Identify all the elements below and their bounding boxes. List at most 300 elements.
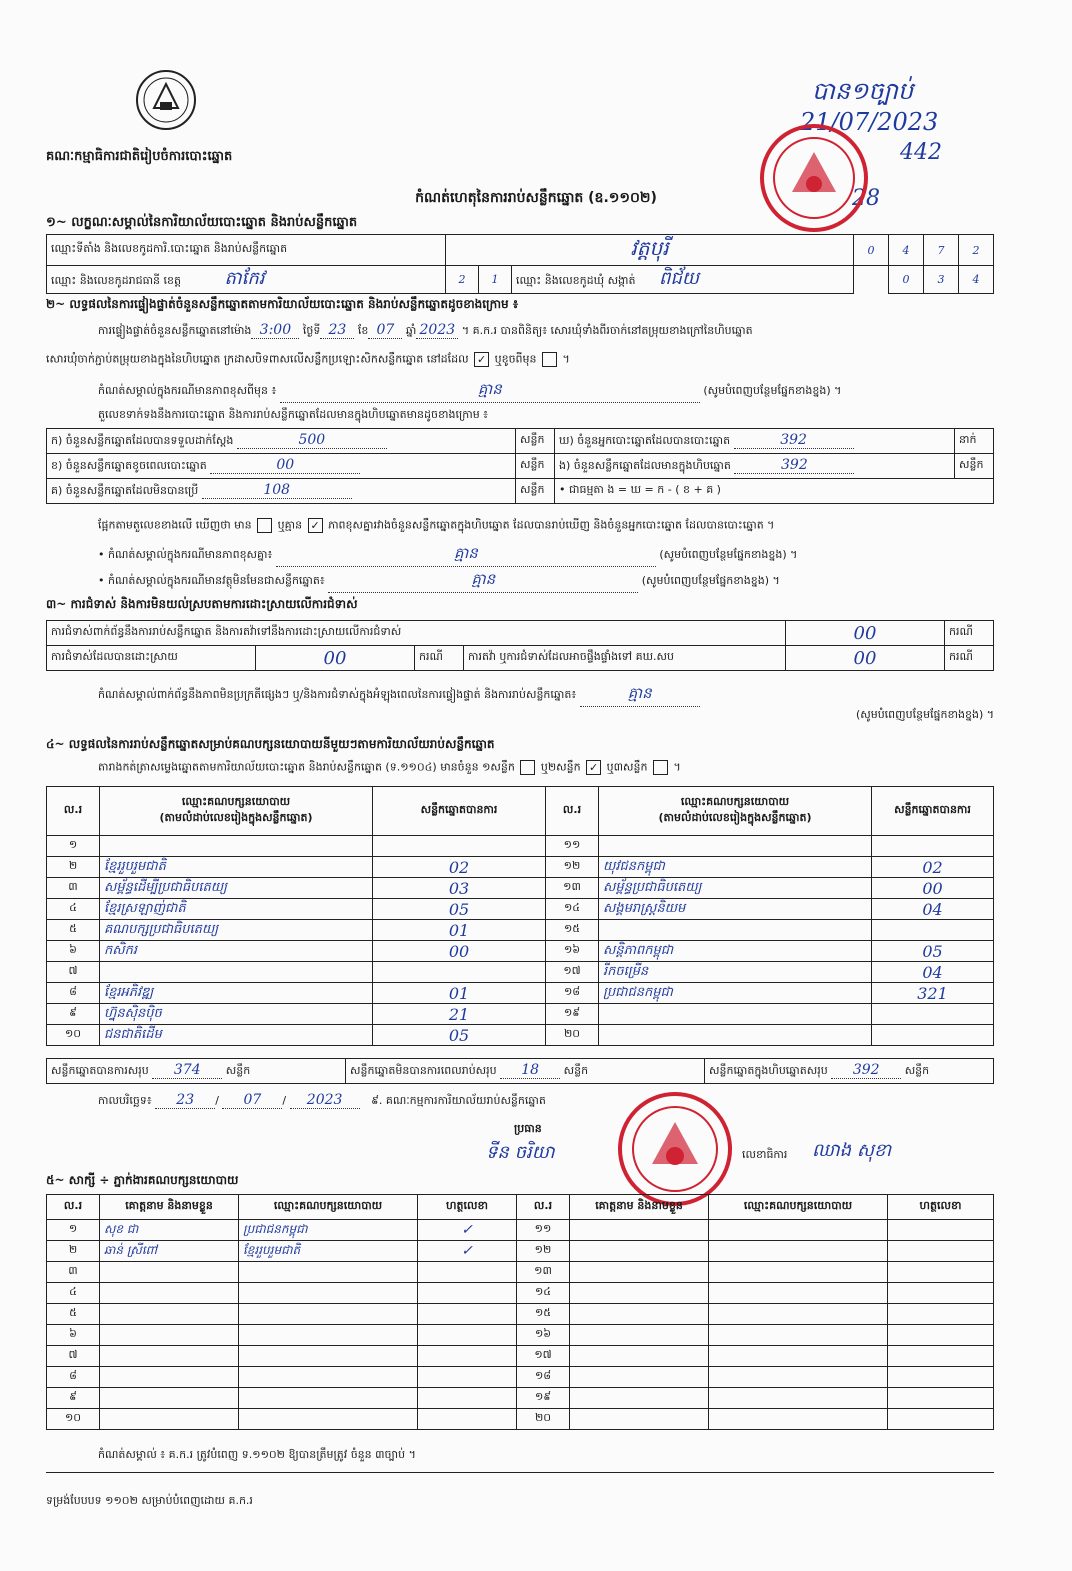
- sign-day: 23: [155, 1092, 215, 1109]
- secretary-signature: ឈាង សុខា: [812, 1140, 892, 1161]
- party-name: ប្រជាជនកម្ពុជា: [599, 983, 872, 1004]
- empty-cell: [709, 1262, 888, 1283]
- unused-label: គ) ចំនួនសន្លឹកឆ្នោតដែលមិនបានប្រើ: [51, 484, 199, 497]
- row-number: ២: [47, 857, 100, 878]
- witness-signature: ✓: [418, 1241, 517, 1262]
- resolved-value: 00: [256, 646, 415, 671]
- unit-label: សន្លឹក: [516, 429, 555, 454]
- voters-value: 392: [734, 432, 854, 449]
- section3-heading: ៣~ ការជំទាស់ និងការមិនយល់ស្របតាមការដោះស្រាយលើការជំទាស់: [46, 597, 358, 611]
- col-party-sub: (តាមលំដាប់លេខរៀងក្នុងសន្លឹកឆ្នោត): [658, 811, 812, 824]
- party-votes: 01: [373, 920, 546, 941]
- handwritten-received: បាន១ច្បាប់: [812, 77, 914, 105]
- witness-signature: [418, 1325, 517, 1346]
- witness-party: [239, 1325, 418, 1346]
- row-number: ១៦: [517, 1325, 570, 1346]
- irregularity-line: [98, 684, 998, 707]
- row-number: ១៩: [546, 1004, 599, 1025]
- witness-name: [100, 1283, 239, 1304]
- section4-heading: ៤~ លទ្ធផលនៃការរាប់សន្លឹកឆ្នោតសម្រាប់គណបក្សនយោបាយនីមួយៗតាមការិយាល័យរាប់សន្លឹកឆ្នោត: [46, 737, 495, 751]
- table-row: [47, 899, 994, 920]
- empty-cell: [709, 1409, 888, 1430]
- table-row: [47, 983, 994, 1004]
- verify-time: 3:00: [251, 322, 299, 339]
- witness-name: [100, 1304, 239, 1325]
- row-number: ៦: [47, 941, 100, 962]
- row-number: ១៧: [546, 962, 599, 983]
- witness-signature: [418, 1262, 517, 1283]
- col-sign: ហត្ថលេខា: [888, 1195, 994, 1220]
- irregularity-value: គ្មាន: [580, 684, 700, 707]
- secretary-label: លេខាធិការ: [742, 1148, 788, 1161]
- table-row: [47, 941, 994, 962]
- witness-name: [100, 1388, 239, 1409]
- party-votes: [373, 836, 546, 857]
- counts-table: [46, 428, 994, 504]
- province-value: តាកែវ: [224, 268, 265, 289]
- party-name: ខ្មែររួបរួមជាតិ: [100, 857, 373, 878]
- province-code-digit: 2: [446, 266, 479, 294]
- witness-signature: [418, 1283, 517, 1304]
- witness-party: [239, 1304, 418, 1325]
- table-row: [47, 1346, 994, 1367]
- unused-value: 108: [202, 482, 352, 499]
- compare-text: ឬគ្មាន: [277, 518, 303, 532]
- party-name: សម្ព័ន្ធដើម្បីប្រជាធិបតេយ្យ: [100, 878, 373, 899]
- invalid-total-label: សន្លឹកឆ្នោតមិនបានការពេលរាប់សរុប: [350, 1064, 497, 1077]
- seal-damaged-checkbox[interactable]: [542, 352, 557, 367]
- official-stamp-icon: [758, 122, 870, 234]
- party-votes: [373, 962, 546, 983]
- handwritten-number: 442: [900, 140, 942, 165]
- commune-code-digit: 0: [889, 266, 924, 294]
- invalid-total-value: 18: [500, 1062, 560, 1079]
- empty-cell: [709, 1283, 888, 1304]
- difference-yes-checkbox[interactable]: [257, 518, 272, 533]
- table-row: [47, 1283, 994, 1304]
- col-sign: ហត្ថលេខា: [418, 1195, 517, 1220]
- handwritten-page: 28: [852, 186, 880, 211]
- committee-stamp-icon: [616, 1090, 734, 1208]
- empty-cell: [570, 1241, 709, 1262]
- sign-month: 07: [222, 1092, 282, 1109]
- note1-value: គ្មាន: [280, 380, 700, 403]
- party-name: ខ្មែរស្រឡាញ់ជាតិ: [100, 899, 373, 920]
- party-votes: 00: [872, 878, 994, 899]
- empty-cell: [888, 1262, 994, 1283]
- intro-text: ថ្ងៃទី: [302, 324, 321, 337]
- row-number: ១២: [517, 1241, 570, 1262]
- party-votes: 05: [373, 1025, 546, 1046]
- fill-hint: (សូមបំពេញបន្ថែមផ្នែកខាងខ្នង) ។: [641, 574, 780, 587]
- row-number: ៧: [47, 962, 100, 983]
- location-code-digit: 4: [889, 235, 924, 266]
- witness-party: ខ្មែររួបរួមជាតិ: [239, 1241, 418, 1262]
- table-row: [47, 1220, 994, 1241]
- empty-cell: [570, 1262, 709, 1283]
- section5-heading: ៥~ សាក្សី ÷ ភ្នាក់ងារគណបក្សនយោបាយ: [46, 1173, 239, 1187]
- row-number: ៧: [47, 1346, 100, 1367]
- col-party-sub: (តាមលំដាប់លេខរៀងក្នុងសន្លឹកឆ្នោត): [159, 811, 313, 824]
- empty-cell: [888, 1367, 994, 1388]
- verify-year: 2023: [416, 322, 458, 339]
- witness-signature: [418, 1304, 517, 1325]
- empty-cell: [709, 1241, 888, 1262]
- row-number: ៥: [47, 920, 100, 941]
- row-number: ១៣: [546, 878, 599, 899]
- totals-table: [46, 1058, 994, 1084]
- unit-label: សន្លឹក: [955, 454, 994, 479]
- spoiled-value: 00: [210, 457, 360, 474]
- party-name: [599, 1025, 872, 1046]
- witness-party: [239, 1367, 418, 1388]
- row-number: ១: [47, 1220, 100, 1241]
- note3-value: គ្មាន: [328, 570, 638, 593]
- empty-cell: [570, 1220, 709, 1241]
- row-number: ៩: [47, 1004, 100, 1025]
- party-votes: 04: [872, 899, 994, 920]
- party-votes: 01: [373, 983, 546, 1004]
- party-name: [599, 920, 872, 941]
- row-number: ១៤: [517, 1283, 570, 1304]
- intro-text: សោរឃុំចាក់ភ្ជាប់តម្រុយខាងក្នុងនៃហិបឆ្នោត ក្រដាសបិទពាសលើសន្លឹកប្រឡោះសិកសន្លឹកឆ្នោត នៅដដែល: [46, 352, 469, 366]
- table-row: [47, 1025, 994, 1046]
- party-votes: 321: [872, 983, 994, 1004]
- seal-line: សោរឃុំចាក់ភ្ជាប់តម្រុយខាងក្នុងនៃហិបឆ្នោត ក្រដាសបិទពាសលើសន្លឹកប្រឡោះសិកសន្លឹកឆ្នោត នៅដដែល ✓ ឬខូចពីមុន ។: [46, 352, 570, 366]
- party-votes: 04: [872, 962, 994, 983]
- witness-signature: [418, 1367, 517, 1388]
- row-number: ២០: [517, 1409, 570, 1430]
- empty-cell: [888, 1241, 994, 1262]
- nec-emblem-icon: [134, 68, 198, 132]
- row-number: ៤: [47, 899, 100, 920]
- voters-label: ឃ) ចំនួនអ្នកបោះឆ្នោតដែលបានបោះឆ្នោត: [559, 434, 731, 447]
- tally-text: ឬ២សន្លឹក: [540, 760, 581, 774]
- witness-party: [239, 1262, 418, 1283]
- intro-text: ឬខូចពីមុន: [494, 352, 537, 366]
- party-name: [100, 962, 373, 983]
- note1-label: កំណត់សម្គាល់ក្នុងករណីមានភាពខុសពីមុន ៖: [98, 384, 277, 397]
- form-footer: ទម្រង់បែបបទ ១១០២ សម្រាប់បំពេញដោយ គ.ក.រ: [46, 1494, 253, 1507]
- row-number: ១៣: [517, 1262, 570, 1283]
- party-name: សន្តិភាពកម្ពុជា: [599, 941, 872, 962]
- table-row: [47, 857, 994, 878]
- sign-year: 2023: [290, 1092, 360, 1109]
- col-no: ល.រ: [517, 1195, 570, 1220]
- row-number: ៣: [47, 878, 100, 899]
- table-row: [47, 1409, 994, 1430]
- witness-name: [100, 1409, 239, 1430]
- commune-code-digit: 4: [959, 266, 994, 294]
- party-name: [599, 1004, 872, 1025]
- row-number: ១៤: [546, 899, 599, 920]
- empty-cell: [709, 1388, 888, 1409]
- numbers-intro: តួលេខទាក់ទងនឹងការបោះឆ្នោត និងការរាប់សន្លឹកឆ្នោតដែលមានក្នុងហិបឆ្នោតមានដូចខាងក្រោម ៖: [98, 408, 489, 421]
- seal-intact-checkbox[interactable]: ✓: [474, 352, 489, 367]
- empty-cell: [888, 1409, 994, 1430]
- date-label: កាលបរិច្ឆេទ៖: [98, 1094, 152, 1107]
- col-name: គោត្តនាម និងនាមខ្លួន: [100, 1195, 239, 1220]
- party-name: [599, 836, 872, 857]
- party-name: រីកចម្រើន: [599, 962, 872, 983]
- row-number: ១៨: [546, 983, 599, 1004]
- row-number: ១: [47, 836, 100, 857]
- row-number: ១២: [546, 857, 599, 878]
- witness-signature: ✓: [418, 1220, 517, 1241]
- case-label: ករណី: [945, 621, 994, 646]
- col-name: គោត្តនាម និងនាមខ្លួន: [570, 1195, 709, 1220]
- intro-text: ការផ្ទៀងផ្ទាត់ចំនួនសន្លឹកឆ្នោតនៅម៉ោង: [98, 324, 252, 337]
- witness-signature: [418, 1388, 517, 1409]
- irregularity-label: កំណត់សម្គាល់ពាក់ព័ន្ធនឹងភាពមិនប្រក្រតីផ្សេងៗ ឬ/និងការជំទាស់ក្នុងអំឡុងពេលនៃការផ្ទៀងផ្ទាត់ និងការរាប់សន្លឹកឆ្នោត៖: [98, 688, 577, 701]
- verification-line: [98, 322, 998, 340]
- empty-cell: [570, 1325, 709, 1346]
- table-row: [47, 1262, 994, 1283]
- row-number: ៦: [47, 1325, 100, 1346]
- table-row: [47, 962, 994, 983]
- empty-cell: [570, 1304, 709, 1325]
- in-box-label: ង) ចំនួនសន្លឹកឆ្នោតដែលមានក្នុងហិបឆ្នោត: [559, 459, 731, 472]
- witness-name: [100, 1346, 239, 1367]
- location-label: ឈ្មោះទីតាំង និងលេខកូដការិ.បោះឆ្នោត និងរាប់សន្លឹកឆ្នោត: [47, 235, 446, 266]
- empty-cell: [709, 1346, 888, 1367]
- party-votes: [872, 1004, 994, 1025]
- col-no: ល.រ: [47, 787, 100, 836]
- empty-cell: [570, 1367, 709, 1388]
- witness-party: [239, 1409, 418, 1430]
- party-results-table: [46, 786, 994, 1046]
- received-label: ក) ចំនួនសន្លឹកឆ្នោតដែលបានទទួលដាក់ស្ដែង: [51, 434, 234, 447]
- unit-label: សន្លឹក: [516, 454, 555, 479]
- row-number: ៤: [47, 1283, 100, 1304]
- spoiled-label: ខ) ចំនួនសន្លឹកឆ្នោតខូចពេលបោះឆ្នោត: [51, 459, 207, 472]
- form-title: កំណត់ហេតុនៃការរាប់សន្លឹកឆ្នោត (ឧ.១១០២): [415, 190, 657, 206]
- party-votes: 21: [373, 1004, 546, 1025]
- tally-text: ឬ៣សន្លឹក: [606, 760, 648, 774]
- witness-signature: [418, 1409, 517, 1430]
- objections-label: ការជំទាស់ពាក់ព័ន្ធនឹងការរាប់សន្លឹកឆ្នោត និងការតវ៉ាទៅនឹងការដោះស្រាយលើការជំទាស់: [47, 621, 786, 646]
- unit-label: នាក់: [955, 429, 994, 454]
- one-sheet-checkbox[interactable]: [520, 760, 535, 775]
- row-number: ១៥: [517, 1304, 570, 1325]
- divider: [46, 1472, 994, 1473]
- row-number: ៨: [47, 983, 100, 1004]
- empty-cell: [570, 1283, 709, 1304]
- tally-sheets-line: តារាងកត់ត្រាសម្លេងឆ្នោតតាមការិយាល័យបោះឆ្នោត និងរាប់សន្លឹកឆ្នោត (ទ.១១០៤) មានចំនួន ១សន្លឹក ឬ២សន្លឹក ✓ ឬ៣សន្លឹក ។: [98, 760, 681, 774]
- row-number: ៩: [47, 1388, 100, 1409]
- table-row: [47, 1241, 994, 1262]
- province-label: ឈ្មោះ និងលេខកូដរាជធានី ខេត្ត: [51, 274, 181, 287]
- row-number: ៥: [47, 1304, 100, 1325]
- empty-cell: [709, 1367, 888, 1388]
- empty-cell: [709, 1220, 888, 1241]
- note1-line: [98, 380, 998, 403]
- note3-label: • កំណត់សម្គាល់ក្នុងករណីមានវត្ថុមិនមែនជាសន្លឹកឆ្នោត៖: [98, 574, 325, 587]
- col-party: ឈ្មោះគណបក្សនយោបាយ: [680, 795, 790, 808]
- table-row: [47, 1004, 994, 1025]
- case-label: ករណី: [415, 646, 464, 671]
- witness-party: ប្រជាជនកម្ពុជា: [239, 1220, 418, 1241]
- col-no: ល.រ: [47, 1195, 100, 1220]
- fill-hint: (សូមបំពេញបន្ថែមផ្នែកខាងខ្នង) ។: [703, 384, 842, 397]
- party-votes: 05: [373, 899, 546, 920]
- row-number: ២០: [546, 1025, 599, 1046]
- row-number: ១៩: [517, 1388, 570, 1409]
- witness-name: [100, 1367, 239, 1388]
- party-votes: 02: [373, 857, 546, 878]
- empty-cell: [888, 1220, 994, 1241]
- committee-name: គណៈកម្មាធិការជាតិរៀបចំការបោះឆ្នោត: [46, 149, 233, 164]
- appeal-value: 00: [786, 646, 945, 671]
- row-number: ២: [47, 1241, 100, 1262]
- note3-line: [98, 570, 998, 593]
- box-total-value: 392: [831, 1062, 901, 1079]
- witness-party: [239, 1346, 418, 1367]
- chair-label: ប្រធាន: [514, 1122, 542, 1135]
- party-name: ជនជាតិដើម: [100, 1025, 373, 1046]
- witness-name: ឆាន់ ស្រីពៅ: [100, 1241, 239, 1262]
- objections-table: [46, 620, 994, 671]
- empty-cell: [888, 1388, 994, 1409]
- unit-label: សន្លឹក: [563, 1064, 589, 1077]
- comparison-line: [98, 518, 998, 535]
- fill-hint: (សូមបំពេញបន្ថែមផ្នែកខាងខ្នង) ។: [659, 548, 798, 561]
- witness-party: [239, 1283, 418, 1304]
- commune-value: ពិជ័យ: [659, 268, 700, 289]
- objections-value: 00: [786, 621, 945, 646]
- empty-cell: [888, 1304, 994, 1325]
- unit-label: សន្លឹក: [904, 1064, 930, 1077]
- empty-cell: [570, 1346, 709, 1367]
- section1-heading: ១~ លក្ខណៈសម្គាល់នៃការិយាល័យបោះឆ្នោត និងរាប់សន្លឹកឆ្នោត: [46, 215, 358, 230]
- unit-label: សន្លឹក: [225, 1064, 251, 1077]
- box-total-label: សន្លឹកឆ្នោតក្នុងហិបឆ្នោតសរុប: [709, 1064, 828, 1077]
- party-name: សង្គមរាស្ត្រនិយម: [599, 899, 872, 920]
- row-number: ១០: [47, 1409, 100, 1430]
- witness-signature: [418, 1346, 517, 1367]
- party-name: គណបក្សប្រជាធិបតេយ្យ: [100, 920, 373, 941]
- row-number: ៨: [47, 1367, 100, 1388]
- sign-date-line: កាលបរិច្ឆេទ៖ 23 / 07 / 2023 ៩. គណៈកម្មការការិយាល័យរាប់សន្លឹកឆ្នោត: [98, 1092, 546, 1108]
- in-box-value: 392: [734, 457, 854, 474]
- witness-name: [100, 1262, 239, 1283]
- section2-heading: ២~ លទ្ធផលនៃការផ្ទៀងផ្ទាត់ចំនួនសន្លឹកឆ្នោតតាមការិយាល័យបោះឆ្នោត និងរាប់សន្លឹកឆ្នោតដូចខាងក្រោម ៖: [46, 297, 519, 311]
- location-value: វត្តបុរី: [446, 235, 854, 266]
- appeal-label: ការតវ៉ា ឬការជំទាស់ដែលអាចផ្ទឹងផ្ទាំងទៅ គឃ.សប: [464, 646, 786, 671]
- table-row: [47, 1325, 994, 1346]
- row-number: ១៥: [546, 920, 599, 941]
- party-votes: [872, 920, 994, 941]
- note2-label: • កំណត់សម្គាល់ក្នុងករណីមានភាពខុសគ្នា៖: [98, 548, 273, 561]
- commune-code-digit: 3: [924, 266, 959, 294]
- witness-table: [46, 1194, 994, 1430]
- witness-party: [239, 1388, 418, 1409]
- verify-day: 23: [320, 322, 354, 339]
- witness-name: សុខ ជា: [100, 1220, 239, 1241]
- section1-table: [46, 234, 994, 294]
- intro-text: ។ គ.ក.រ បានពិនិត្យ៖ សោរឃុំទាំងពីរចាក់នៅតម្រុយខាងក្រៅនៃហិបឆ្នោត: [461, 324, 753, 337]
- handwritten-date: 21/07/2023: [800, 108, 939, 136]
- row-number: ១១: [546, 836, 599, 857]
- compare-text: ផ្អែកតាមតួលេខខាងលើ ឃើញថា មាន: [98, 518, 252, 532]
- empty-cell: [888, 1325, 994, 1346]
- formula-note: • ជាធម្មតា ង = ឃ = ក - ( ខ + គ ): [555, 479, 994, 504]
- party-votes: 00: [373, 941, 546, 962]
- party-name: កសិករ: [100, 941, 373, 962]
- party-name: យុវជនកម្ពុជា: [599, 857, 872, 878]
- unit-label: សន្លឹក: [516, 479, 555, 504]
- resolved-label: ការជំទាស់ដែលបានដោះស្រាយ: [47, 646, 256, 671]
- table-row: [47, 1304, 994, 1325]
- location-code-digit: 2: [959, 235, 994, 266]
- empty-cell: [570, 1409, 709, 1430]
- two-sheets-checkbox[interactable]: ✓: [586, 760, 601, 775]
- location-code-digit: 0: [854, 235, 889, 266]
- verify-month: 07: [368, 322, 402, 339]
- party-votes: [872, 836, 994, 857]
- difference-no-checkbox[interactable]: ✓: [308, 518, 323, 533]
- footnote: កំណត់សម្គាល់ ៖ គ.ក.រ ត្រូវបំពេញ ទ.១១០២ ឱ្យបានត្រឹមត្រូវ ចំនួន ៣ច្បាប់ ។: [98, 1448, 416, 1461]
- col-no: ល.រ: [546, 787, 599, 836]
- party-votes: 05: [872, 941, 994, 962]
- party-votes: 03: [373, 878, 546, 899]
- party-votes: [872, 1025, 994, 1046]
- fill-hint: (សូមបំពេញបន្ថែមផ្នែកខាងខ្នង) ។: [855, 708, 994, 721]
- case-label: ករណី: [945, 646, 994, 671]
- col-party: ឈ្មោះគណបក្សនយោបាយ: [239, 1195, 418, 1220]
- col-party: ឈ្មោះគណបក្សនយោបាយ: [709, 1195, 888, 1220]
- party-votes: 02: [872, 857, 994, 878]
- compare-text: ភាពខុសគ្នារវាងចំនួនសន្លឹកឆ្នោតក្នុងហិបឆ្នោត ដែលបានរាប់ឃើញ និងចំនួនអ្នកបោះឆ្នោត ដែលបានបោះឆ្នោត ។: [328, 518, 775, 532]
- col-party: ឈ្មោះគណបក្សនយោបាយ: [181, 795, 291, 808]
- table-row: [47, 836, 994, 857]
- party-name: សម្ព័ន្ធប្រជាធិបតេយ្យ: [599, 878, 872, 899]
- empty-cell: [570, 1388, 709, 1409]
- valid-total-value: 374: [152, 1062, 222, 1079]
- col-votes: សន្លឹកឆ្នោតបានការ: [373, 787, 546, 836]
- chair-signature: ទីន ចរិយា: [486, 1142, 555, 1163]
- tally-text: តារាងកត់ត្រាសម្លេងឆ្នោតតាមការិយាល័យបោះឆ្នោត និងរាប់សន្លឹកឆ្នោត (ទ.១១០៤) មានចំនួន ១សន្លឹក: [98, 760, 515, 774]
- empty-cell: [709, 1304, 888, 1325]
- three-sheets-checkbox[interactable]: [653, 760, 668, 775]
- committee-sign-label: ៩. គណៈកម្មការការិយាល័យរាប់សន្លឹកឆ្នោត: [371, 1094, 546, 1107]
- row-number: ១៧: [517, 1346, 570, 1367]
- row-number: ១០: [47, 1025, 100, 1046]
- intro-text: ខែ: [357, 324, 369, 337]
- empty-cell: [888, 1346, 994, 1367]
- party-name: ខ្មែរអភិវឌ្ឍ: [100, 983, 373, 1004]
- row-number: ១៦: [546, 941, 599, 962]
- valid-total-label: សន្លឹកឆ្នោតបានការសរុប: [51, 1064, 149, 1077]
- party-name: ហ្វ៊ុនស៊ិនប៉ិច: [100, 1004, 373, 1025]
- witness-name: [100, 1325, 239, 1346]
- province-code-digit: 1: [479, 266, 512, 294]
- intro-text: ឆ្នាំ: [405, 324, 417, 337]
- table-row: [47, 878, 994, 899]
- col-votes: សន្លឹកឆ្នោតបានការ: [872, 787, 994, 836]
- commune-label: ឈ្មោះ និងលេខកូដឃុំ សង្កាត់: [516, 274, 636, 287]
- location-code-digit: 7: [924, 235, 959, 266]
- empty-cell: [709, 1325, 888, 1346]
- table-row: [47, 920, 994, 941]
- row-number: ៣: [47, 1262, 100, 1283]
- row-number: ១៨: [517, 1367, 570, 1388]
- received-value: 500: [237, 432, 387, 449]
- note2-value: គ្មាន: [276, 544, 656, 567]
- table-row: [47, 1388, 994, 1409]
- empty-cell: [888, 1283, 994, 1304]
- note2-line: [98, 544, 998, 567]
